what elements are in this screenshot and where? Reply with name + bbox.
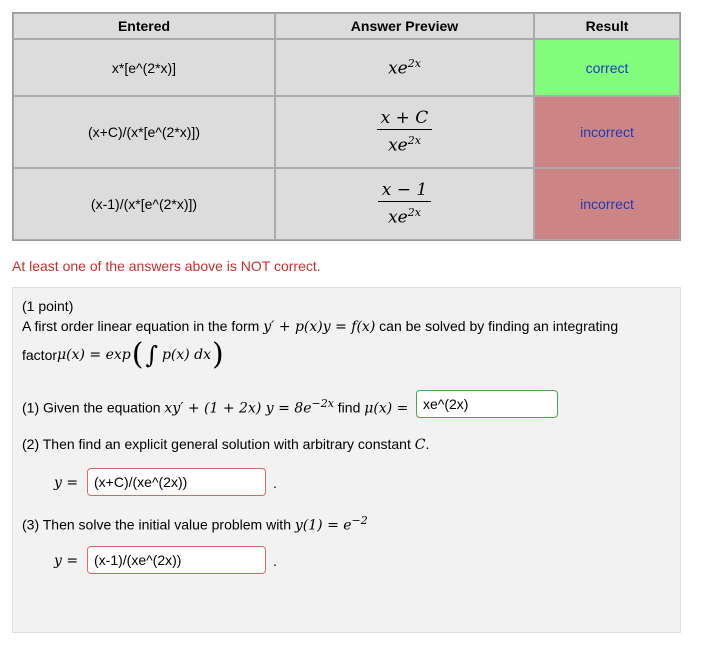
ivp-solution-input[interactable] [87,546,266,574]
question-3: (3) Then solve the initial value problem with $y(1) = e^{-2}$ [22,514,368,534]
general-solution-input[interactable] [87,468,266,496]
mu-answer-input[interactable] [416,390,558,418]
y-label-3: y = [54,553,79,569]
row2-result-incorrect: incorrect [534,96,680,168]
incorrect-warning: At least one of the answers above is NOT correct. [12,258,321,274]
row1-entered: x*[e^(2*x)] [13,39,275,96]
period-2: . [273,475,277,491]
points-label: (1 point) [22,298,74,314]
y-label-2: y = [54,475,79,491]
question-1: (1) Given the equation xy′ + (1 + 2x) $y = 8e^{-2x}$ find μ(x) = [22,397,409,417]
header-entered: Entered [13,13,275,39]
row2-fraction: $\frac{x + C}{xe^{2x}}$ [377,109,433,155]
right-paren: ) [212,337,224,372]
row3-entered: (x-1)/(x*[e^(2*x)]) [13,168,275,240]
problem-panel [12,287,681,633]
header-answer-preview: Answer Preview [275,13,534,39]
row2-entered: (x+C)/(x*[e^(2*x)]) [13,96,275,168]
period-3: . [273,553,277,569]
row3-result-incorrect: incorrect [534,168,680,240]
row1-result-correct: correct [534,39,680,96]
problem-intro: A first order linear equation in the form y′ + p(x)y = f(x) can be solved by finding an integrating [22,318,619,335]
row3-preview [275,168,534,240]
question-2: (2) Then find an explicit general solution with arbitrary constant C. [22,436,430,453]
row2-preview [275,96,534,168]
integral-sign: ∫ [145,341,158,369]
row1-preview: $xe^{2x}$ [275,39,534,96]
results-table [12,12,681,241]
integrating-factor-definition: factor μ(x) = exp ( ∫ p(x) dx ) [22,337,224,372]
row3-fraction: $\frac{x - 1}{xe^{2x}}$ [378,181,431,227]
header-result: Result [534,13,680,39]
left-paren: ( [131,337,144,372]
